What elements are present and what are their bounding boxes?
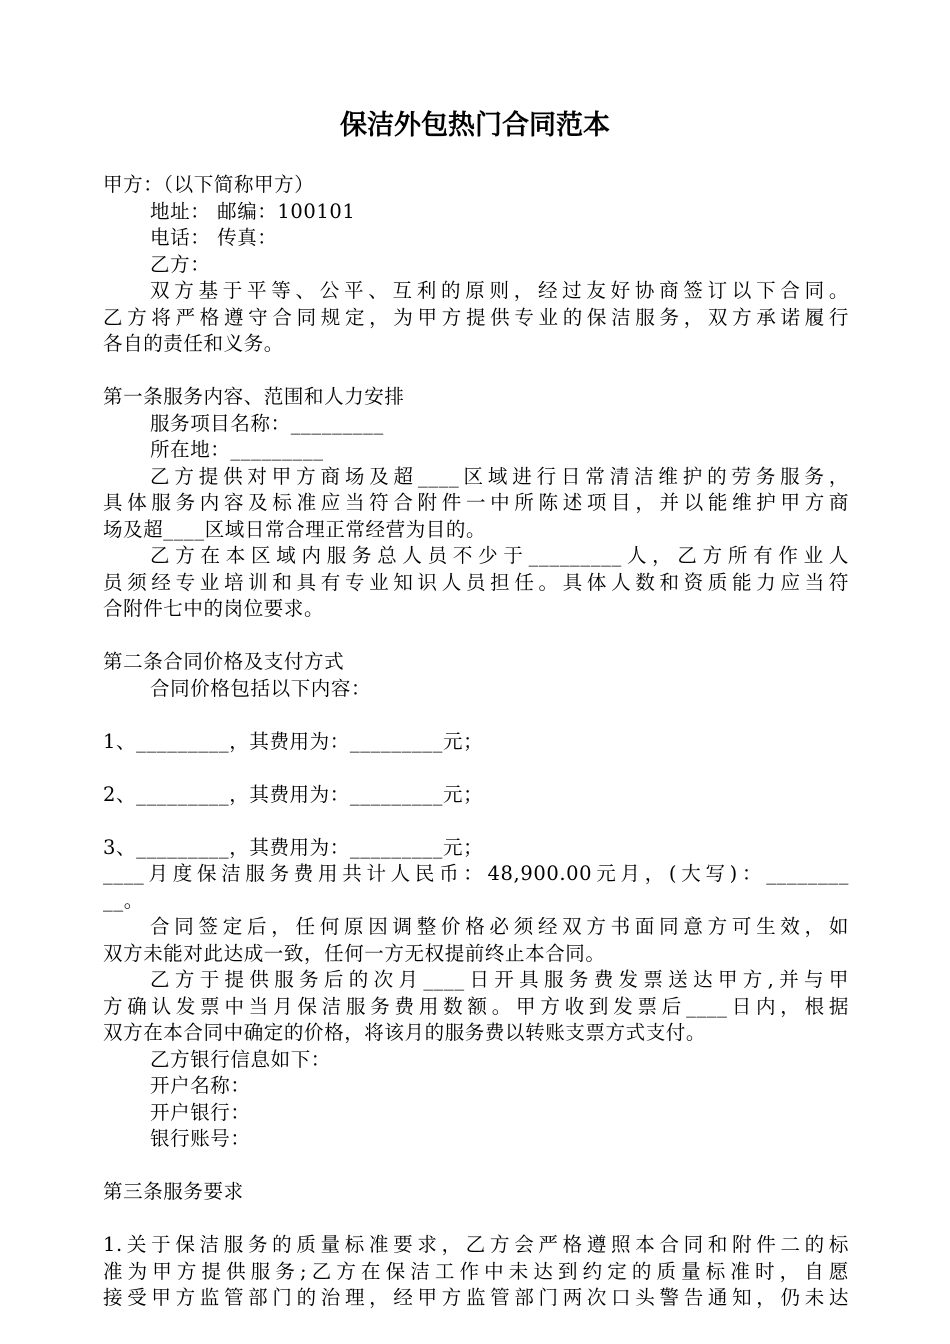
text-line: 乙方银行信息如下： <box>150 1047 331 1071</box>
text-line: 乙方在本区域内服务总人员不少于_________人，乙方所有作业人 <box>150 544 849 567</box>
text-line: 甲方：（以下简称甲方） <box>103 173 315 196</box>
text-line: 电话： 传真： <box>150 226 278 249</box>
document-body <box>103 172 849 1312</box>
text-line: 2、_________，其费用为：_________元； <box>103 782 484 806</box>
text-line: 1.关于保洁服务的质量标准要求，乙方会严格遵照本合同和附件二的标 <box>103 1233 849 1256</box>
text-line: 1、_________，其费用为：_________元； <box>103 729 484 753</box>
text-line: 合附件七中的岗位要求。 <box>103 597 325 620</box>
text-line: 准为甲方提供服务;乙方在保洁工作中未达到约定的质量标准时，自愿 <box>103 1259 849 1283</box>
text-line: 3、_________，其费用为：_________元； <box>103 835 484 859</box>
blank-line <box>103 755 849 782</box>
text-line: 第二条合同价格及支付方式 <box>103 650 345 673</box>
blank-line <box>103 702 849 729</box>
text-line: 开户银行： <box>150 1100 251 1124</box>
blank-line <box>103 358 849 385</box>
text-line: 场及超____区域日常合理正常经营为目的。 <box>103 517 487 541</box>
text-line: 双方在本合同中确定的价格，将该月的服务费以转账支票方式支付。 <box>103 1021 707 1044</box>
text-line: __。 <box>103 888 144 912</box>
text-line: 各自的责任和义务。 <box>103 332 284 355</box>
text-line: 第一条服务内容、范围和人力安排 <box>103 385 405 408</box>
text-line: 方确认发票中当月保洁服务费用数额。甲方收到发票后____日内，根据 <box>103 994 849 1018</box>
text-line: 乙方将严格遵守合同规定，为甲方提供专业的保洁服务，双方承诺履行 <box>103 305 849 329</box>
text-line: 乙方提供对甲方商场及超____区域进行日常清洁维护的劳务服务， <box>150 464 849 488</box>
text-line: 第三条服务要求 <box>103 1180 244 1203</box>
text-line: 合同签定后，任何原因调整价格必须经双方书面同意方可生效，如 <box>150 915 849 938</box>
text-line: 服务项目名称：_________ <box>150 411 384 435</box>
blank-line <box>103 1153 849 1180</box>
document-title: 保洁外包热门合同范本 <box>340 110 610 141</box>
text-line: 双方未能对此达成一致，任何一方无权提前终止本合同。 <box>103 941 606 965</box>
text-line: 员须经专业培训和具有专业知识人员担任。具体人数和资质能力应当符 <box>103 570 849 594</box>
text-line: 乙方： <box>150 252 211 276</box>
text-line: 银行账号： <box>150 1127 251 1150</box>
text-line: 双方基于平等、公平、互利的原则，经过友好协商签订以下合同。 <box>150 279 849 302</box>
text-line: 具体服务内容及标准应当符合附件一中所陈述项目，并以能维护甲方商 <box>103 491 849 514</box>
blank-line <box>103 1206 849 1233</box>
text-line: 所在地：_________ <box>150 438 324 461</box>
blank-line <box>103 623 849 650</box>
text-line: 合同价格包括以下内容： <box>150 676 372 700</box>
text-line: 开户名称： <box>150 1074 251 1097</box>
text-line: ____月度保洁服务费用共计人民币：48,900.00元月，(大写)：________ <box>103 862 849 885</box>
text-line: 乙方于提供服务后的次月____日开具服务费发票送达甲方,并与甲 <box>150 968 849 991</box>
text-line: 接受甲方监管部门的治理，经甲方监管部门两次口头警告通知，仍未达 <box>103 1286 849 1309</box>
blank-line <box>103 808 849 835</box>
text-line: 地址： 邮编：100101 <box>150 199 356 223</box>
